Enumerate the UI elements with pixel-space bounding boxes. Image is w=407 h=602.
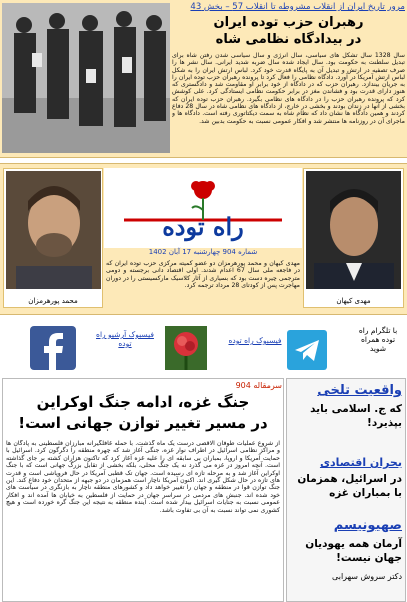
portrait-caption-left: محمد پورهرمزان bbox=[28, 297, 78, 305]
portrait-photo-pourhormozan bbox=[6, 171, 101, 289]
series-kicker-link[interactable]: مرور تاریخ ایران از انقلاب مشروطه تا انقلاب 57 – بخش 43 bbox=[190, 2, 405, 12]
editorial-kicker: سرمقاله 904 bbox=[235, 381, 282, 390]
logo-wordmark: راه توده bbox=[162, 212, 244, 241]
lead-title-line-2: در بیدادگاه نظامی شاه bbox=[215, 32, 362, 47]
sidebar-link-economic-crisis[interactable]: بحران اقتصادی bbox=[319, 456, 402, 469]
telegram-icon[interactable] bbox=[287, 330, 327, 370]
lead-body-text: سال 1328 سال تشکل های سیاسی، سال انرژی و سال سیاسی شدن رفتن شاه برای تبدیل سلطنت به حکومت بود. سال ایجاد شده سال ضربه شدید ایرانی. سال نشر ها را صرف تصفیه در ارتش و تبدیل آن به پایگاه قدرت خود کرد. لباس ارتش ایران را به شکل لباس ارتش آمریکا در آورد. دادگاه نظامی را فعال کرد تا پرونده رهبران حزب توده ایران را به جریان بیندازد. رهبران حزب که در دادگاه از خود برابر او مقاومت شد و دادگستری که هنوز دارای قدرت بود و فشاندن مغز در برابر حکومت نظامی ایستادگی کرد. علی کوشش کرد که پرونده رهبران حزب را در دادگاه های نظامی بگیرد. رهبران حزب توده ایران که بخشی از آنها در زندان بودند و بخشی در خارج، از دادگاه های نظامی شاه در سال 28 دفاع کردند و همین دادگاه ها نشان داد که نظام شاه به سمت دیکتاتوری رفته است. دادگاه ها و ماجرای آن در روزنامه ها منتشر شد و افکار عمومی نسبت به حکومت بدبین شد. bbox=[172, 52, 405, 125]
editorial-title-line-2: در مسیر تغییر توازن جهانی است! bbox=[18, 414, 268, 432]
facebook-link[interactable]: فیسبوک راه توده bbox=[228, 336, 282, 345]
sidebar-text-bitter-truth: که ج. اسلامی باید بپذیرد! bbox=[310, 403, 402, 429]
sidebar-text-economic-crisis: در اسرائیل، همزمان با بمباران غزه bbox=[297, 473, 402, 499]
rahe-tudeh-logo bbox=[104, 168, 302, 248]
masthead-caption-text: مهدی کیهان و محمد پورهرمزان دو عضو کمیته مرکزی حزب توده ایران که در فاجعه ملی سال 67 اعدام شدند. اولی اقتصاد دانی برجسته و دومی مترجمی چیره دست بود که بسیاری از آثار کلاسیک مارکسیستی را در دوران مهاجرت پس از کودتای 28 مرداد ترجمه کرد. bbox=[106, 260, 300, 289]
editorial-title-line-1: جنگ غزه، ادامه جنگ اوکراین bbox=[36, 393, 250, 411]
sidebar-link-zionism[interactable]: صهیونیسم bbox=[333, 518, 402, 533]
sidebar-text-zionism: آرمان همه یهودیان جهان نیست! bbox=[305, 538, 402, 564]
facebook-archive-link[interactable]: فیسبوک آرشیو راه توده bbox=[96, 330, 154, 348]
portrait-caption-right: مهدی کیهان bbox=[336, 297, 371, 305]
issue-number-date: شماره 904 چهارشنبه 17 آبان 1402 bbox=[148, 248, 258, 256]
telegram-caption: با تلگرام راه توده همراه شوید bbox=[358, 326, 398, 353]
historical-photo bbox=[2, 3, 170, 153]
facebook-icon[interactable] bbox=[30, 326, 76, 370]
rose-image bbox=[165, 326, 207, 370]
sidebar-link-bitter-truth[interactable]: واقعیت تلخی bbox=[317, 383, 402, 398]
lead-title-line-1: رهبران حزب توده ایران bbox=[213, 15, 364, 30]
editorial-body-text: از شروع عملیات طوفان الاقصی درست یک ماه گذشت. با حمله غافلگیرانه مبارزان فلسطینی به پادگان ها و مراکز نظامی اسرائیل در اطراف نوار غزه، جنگی آغاز شد که چهره منطقه را دگرگون کرد. اسرائیل با حمایت آمریکا و اروپا، بمباران بی سابقه ای را علیه غزه آغاز کرد که تاکنون هزاران کشته بر جای گذاشته است. آنچه امروز در غزه می گذرد نه یک جنگ محلی، بلکه بخشی از تقابل بزرگ جهانی است که با جنگ اوکراین آغاز شد و به مرحله تازه ای رسیده است. جهان تک قطبی آمریکا در حال فروپاشی است و قدرت های تازه در حال شکل گیری اند. اکنون آمریکا ناچار است همزمان در دو جبهه از متحدان خود دفاع کند. این جنگ توازن قوا در منطقه و جهان را تغییر خواهد داد و کشورهای منطقه ناچار به بازنگری در سیاست های خود شده اند. جنبش های مردمی در سراسر جهان در حمایت از فلسطین به خیابان ها آمده اند و افکار عمومی نسبت به جنایات اسرائیل بیدار شده است. آینده منطقه به نتیجه این جنگ گره خورده است و هیچ کشوری نمی تواند نسبت به آن بی تفاوت باشد. bbox=[6, 440, 280, 514]
portrait-card-right bbox=[303, 168, 404, 308]
portrait-card-left bbox=[3, 168, 103, 308]
portrait-photo-keyhan bbox=[306, 171, 401, 289]
sidebar-author: دکتر سروش سهرابی bbox=[332, 572, 402, 581]
